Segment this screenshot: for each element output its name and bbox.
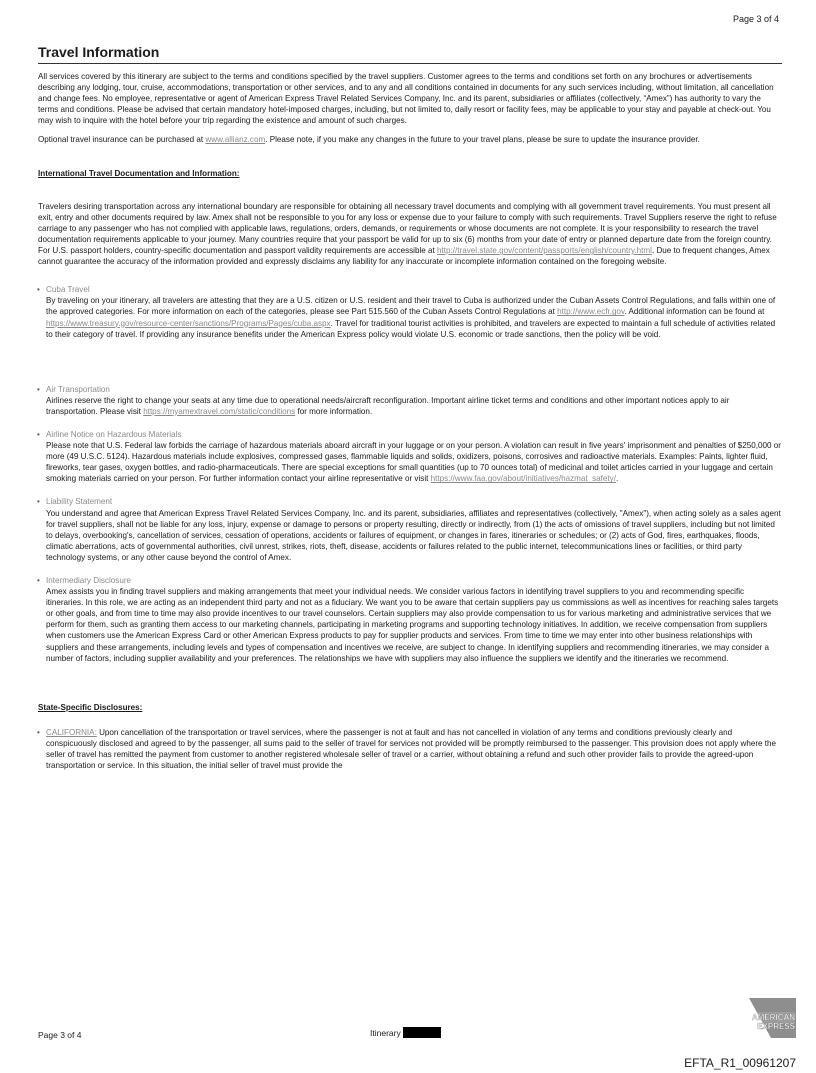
treasury-link[interactable]: https://www.treasury.gov/resource-center/sanctions/Programs/Pages/cuba.aspx (46, 318, 331, 328)
hazmat-text-1: Please note that U.S. Federal law forbids the carriage of hazardous materials aboard aircraft in your luggage or on your person. A violation can result in five years' imprisonment and penalties of $250,000 or more (49 U.S.C. 5124). Hazardous materials include explosives, compressed gases, flammable liquids and solids, oxidizers, poisons, corrosives and radioactive materials. Examples: Paints, lighter fluid, fireworks, tear gases, oxygen bottles, and radio-pharmaceuticals. There are special exceptions for small quantities (up to 70 ounces total) of medicinal and toilet articles carried in your luggage and certain smoking materials carried on your person. For further information contact your airline representative or visit (46, 441, 781, 484)
liability-text: You understand and agree that American Express Travel Related Services Company, Inc. and its parent, subsidiaries, affiliates and representatives (collectively, "Amex"), when acting solely as a sales agent for travel suppliers, shall not be liable for any loss, injury, expense or damage to persons or property resulting, directly or indirectly, from (1) the acts of omissions of travel suppliers, including but not limited to delays, overbooking's, cancellation of services, cessation of operations, accidents or failures of equipment, or changes in fares, itineraries or schedules; or (2) acts of God, fires, earthquakes, floods, climatic aberrations, acts of governmental authorities, civil unrest, strikes, riots, theft, disease, accidents or failures related to the public internet, telecommunications lines or facilities, or third party technology systems, or any other cause beyond the control of Amex. (46, 508, 781, 562)
state-disclosures-heading: State-Specific Disclosures: (38, 702, 143, 712)
amex-conditions-link[interactable]: https://myamextravel.com/static/conditions (143, 406, 296, 416)
international-text-before: Travelers desiring transportation across any international boundary are responsible for obtaining all necessary travel documents and complying with all government travel requirements. You must present all exit, entry and other documents required by law. Amex shall not be responsible to you for any loss or expense due to your failure to comply with such requirements. Travel Suppliers reserve the right to refuse carriage to any passenger who has not complied with applicable laws, regulations, orders, demands, or requirements or whose documents are not complete. It is your responsibility to research the travel documentation requirements applicable to your journey. Many countries require that your passport be valid for up to six (6) months from your date of entry or planned departure date from the foreign country. For U.S. passport holders, country-specific documentation and passport validity requirements are accessible at (38, 201, 777, 256)
cuba-travel-title: • Cuba Travel (46, 285, 90, 295)
list-item-intermediary-disclosure (38, 575, 782, 664)
air-text-1: Airlines reserve the right to change your seats at any time due to operational needs/aircraft reconfiguration. Important airline ticket terms and conditions and other important notices apply to air transportation. Please visit (46, 395, 730, 416)
air-transportation-title: • Air Transportation (46, 384, 110, 394)
page-number-top: Page 3 of 4 (732, 14, 779, 24)
page-title: Travel Information (38, 44, 160, 60)
cuba-text-1: By traveling on your itinerary, all travelers are attesting that they are a U.S. citizen or U.S. resident and their travel to Cuba is authorized under the Cuban Assets Control Regulations, and falls within one of the approved categories. For more information on each of the categories, please see Part 515.560 of the Cuban Assets Control Regulations at (46, 296, 776, 317)
itinerary-label: Itinerary (370, 1027, 401, 1038)
list-item-liability-statement (38, 496, 782, 563)
cuba-text-3: . Travel for traditional tourist activities is prohibited, and travelers are expected to maintain a full schedule of activities related to their category of travel. If providing any insurance benefits under the American Express policy would violate U.S. economic or trade sanctions, then the policy will be void. (46, 318, 776, 339)
redaction-block (403, 1027, 441, 1038)
itinerary-footer (370, 1027, 441, 1038)
liability-statement-title: • Liability Statement (46, 497, 113, 507)
insurance-text-before: Optional travel insurance can be purchased at (38, 135, 206, 145)
document-body (38, 71, 782, 771)
insurance-paragraph (38, 134, 782, 145)
faa-hazmat-link[interactable]: https://www.faa.gov/about/initiatives/hazmat_safety/ (430, 474, 616, 484)
intermediary-disclosure-title: • Intermediary Disclosure (46, 576, 132, 585)
international-paragraph (38, 201, 782, 268)
list-item-cuba-travel (38, 284, 782, 339)
amex-logo (741, 998, 796, 1038)
california-text: Upon cancellation of the transportation or travel services, where the passenger is not at fault and has not cancelled in violation of any terms and conditions previously clearly and conspicuously disclosed and agreed to by the passenger, all sums paid to the seller of travel for services not provided will be promptly reimbursed to the passenger. This provision does not apply where the seller of travel has remitted the payment from customer to another registered wholesale seller of travel or a carrier, without obtaining a refund and such other provider fails to provide the agreed-upon transportation or service. In this situation, the initial seller of travel must provide the (46, 727, 777, 771)
air-text-2: for more information. (295, 406, 373, 416)
international-heading: International Travel Documentation and Information: (38, 168, 240, 178)
terms-paragraph: All services covered by this itinerary are subject to the terms and conditions specified by the travel suppliers. Customer agrees to the terms and conditions set forth on any brochures or advertisements describing any lodging, tour, cruise, accommodations, transportation or other services, and to any and all conditions contained in documents for any such services including, without limitation, all cancellation and change fees. No employee, representative or agent of American Express Travel Related Services Company, Inc. and its parent, subsidiaries or affiliates (collectively, “Amex”) has authority to vary the terms and conditions. Please be advised that certain mandatory hotel-imposed charges, including, but not limited to, daily resort or facility fees, may be applicable to your stay and payable at check-out. You may wish to inquire with the hotel before your trip regarding the existence and amount of such charges. (38, 72, 774, 126)
list-item-california (38, 727, 782, 771)
cuba-text-2: . Additional information can be found at (624, 307, 765, 317)
insurance-text-after: . Please note, if you make any changes in the future to your travel plans, please be sure to update the insurance provider. (265, 135, 700, 145)
allianz-link[interactable]: www.allianz.com (205, 135, 266, 145)
hazmat-text-2: . (615, 474, 619, 484)
page-number-footer: Page 3 of 4 (38, 1030, 82, 1040)
ecfr-link[interactable]: http://www.ecfr.gov (557, 307, 625, 317)
list-item-air-transportation (38, 384, 782, 417)
list-item-hazardous-materials (38, 429, 782, 484)
california-link[interactable]: CALIFORNIA: (46, 727, 97, 737)
travel-state-gov-link[interactable]: http://travel.state.gov/content/passports/english/country.html (437, 246, 652, 256)
logo-text-line1: AMERICAN (751, 1013, 795, 1022)
international-text-after: . Due to frequent changes, Amex cannot guarantee the accuracy of the information provided and expressly disclaims any liability for any inaccurate or incomplete information contained on the foregoing website. (38, 246, 770, 267)
logo-text-line2: EXPRESS (757, 1022, 795, 1031)
intermediary-text: Amex assists you in finding travel suppliers and making arrangements that meet your individual needs. We consider various factors in identifying travel suppliers to you and recommending specific itineraries. In this role, we are acting as an independent third party and not as a fiduciary. We want you to be aware that certain suppliers pay us commissions as well as incentives for reaching sales targets or other goals, and from time to time may also provide incentives to our travel counselors. Certain suppliers may also provide compensation to us for various marketing and administrative services that we perform for them, such as granting them access to our marketing channels, participating in marketing programs and supporting technology initiatives. In addition, we receive compensation from suppliers when customers use the American Express Card or other American Express products to pay for supplier products and services. From time to time we may enter into other business relationships with suppliers and these arrangements, including levels and types of compensation and incentives we receive, are subject to change. In identifying suppliers and recommending itineraries, we may consider a number of factors, including supplier availability and your preferences. The relationships we have with suppliers may also influence the suppliers we identify and the itineraries we recommend. (46, 587, 779, 663)
hazardous-materials-title: • Airline Notice on Hazardous Materials (46, 429, 182, 439)
document-id: EFTA_R1_00961207 (684, 1056, 796, 1070)
title-divider (38, 63, 782, 64)
